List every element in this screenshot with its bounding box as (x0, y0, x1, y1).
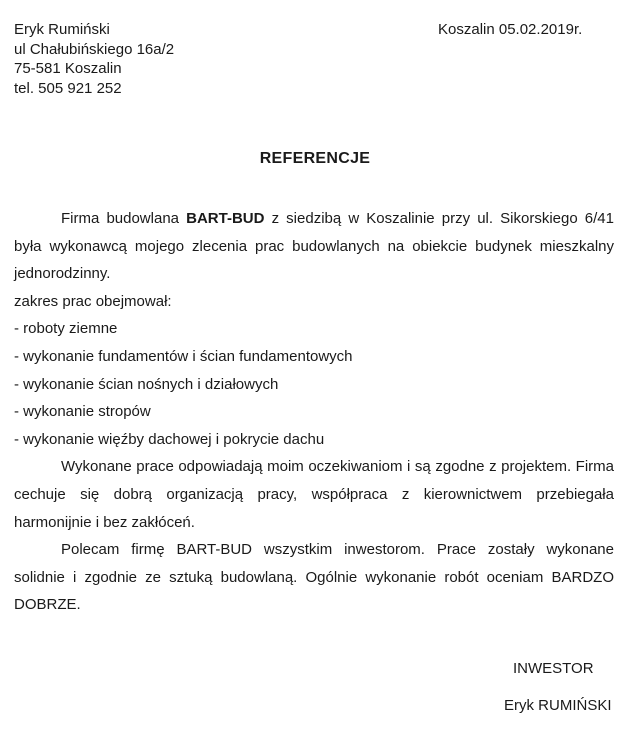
scope-heading: zakres prac obejmował: (14, 292, 172, 310)
sender-city: 75-581 Koszalin (14, 60, 122, 77)
recommendation-paragraph: Polecam firmę BART-BUD wszystkim inwestorom. Prace zostały wykonane solidnie i zgodnie ze sztuką budowlaną. Ogólnie wykonanie robót oceniam BARDZO DOBRZE. (14, 541, 614, 614)
place-date: Koszalin 05.02.2019r. (438, 21, 583, 38)
scope-item: - wykonanie stropów (14, 403, 151, 421)
sender-address-block (14, 20, 174, 98)
intro-paragraph (14, 205, 614, 288)
intro-text-before: Firma budowlana (61, 210, 187, 227)
quality-paragraph: Wykonane prace odpowiadają moim oczekiwaniom i są zgodne z projektem. Firma cechuje się dobrą organizacją pracy, współpraca z kierownictwem przebiegała harmonijnie i bez zakłóceń. (14, 458, 614, 531)
scope-item: - wykonanie ścian nośnych i działowych (14, 375, 279, 393)
intro-text-after: z siedzibą w Koszalinie przy ul. Sikorskiego 6/41 była wykonawcą mojego zlecenia prac budowlanych na obiekcie budynek mieszkalny jednorodzinny. (14, 210, 614, 283)
signature-name: Eryk RUMIŃSKI (504, 697, 612, 714)
scope-item: - wykonanie fundamentów i ścian fundamentowych (14, 347, 353, 365)
sender-phone: tel. 505 921 252 (14, 79, 122, 97)
sender-name: Eryk Rumiński (14, 21, 110, 38)
signature-role: INWESTOR (513, 660, 594, 677)
letter-body (14, 205, 614, 619)
sender-street: ul Chałubińskiego 16a/2 (14, 40, 175, 58)
document-title: REFERENCJE (259, 150, 371, 167)
scope-item: - roboty ziemne (14, 320, 118, 338)
company-name: BART-BUD (186, 210, 265, 227)
scope-item: - wykonanie więźby dachowej i pokrycie dachu (14, 430, 325, 448)
